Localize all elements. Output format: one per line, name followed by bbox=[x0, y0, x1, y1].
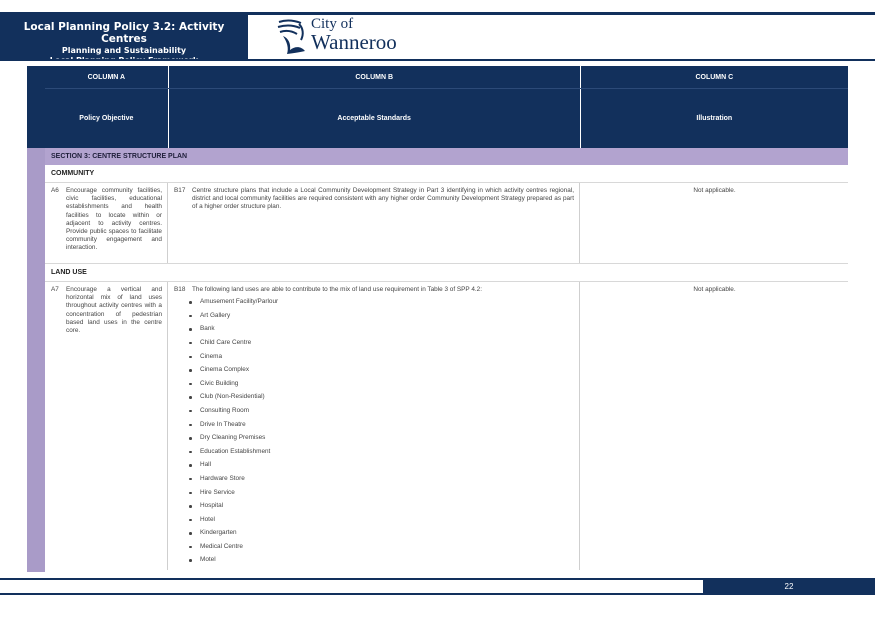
list-item: Medical Centre bbox=[188, 543, 574, 557]
list-item: Art Gallery bbox=[188, 312, 574, 326]
side-strip-header bbox=[27, 66, 45, 148]
list-item: Drive In Theatre bbox=[188, 421, 574, 435]
list-item: Kindergarten bbox=[188, 529, 574, 543]
column-b-header: COLUMN B bbox=[169, 66, 581, 88]
illustration-cell: Not applicable. bbox=[693, 187, 736, 194]
list-item: Hardware Store bbox=[188, 475, 574, 489]
section-title: SECTION 3: CENTRE STRUCTURE PLAN bbox=[45, 148, 848, 165]
standard-number: B18 bbox=[174, 286, 186, 293]
list-item: Dry Cleaning Premises bbox=[188, 434, 574, 448]
objective-cell bbox=[45, 282, 168, 570]
illustration-cell: Not applicable. bbox=[693, 286, 736, 293]
list-item: Amusement Facility/Parlour bbox=[188, 298, 574, 312]
header-bottom-rule bbox=[0, 59, 875, 61]
acceptable-standards-header: Acceptable Standards bbox=[169, 89, 581, 148]
document-department: Planning and Sustainability bbox=[61, 46, 187, 55]
list-item: Civic Building bbox=[188, 380, 574, 394]
header-top-rule bbox=[248, 12, 875, 15]
standard-cell bbox=[168, 282, 580, 570]
list-item: Cinema Complex bbox=[188, 366, 574, 380]
side-strip bbox=[27, 66, 45, 572]
list-item: Cinema bbox=[188, 353, 574, 367]
footer-rule-lower bbox=[0, 593, 703, 595]
policy-objective-header: Policy Objective bbox=[45, 89, 169, 148]
list-item: Bank bbox=[188, 325, 574, 339]
standard-number: B17 bbox=[174, 187, 186, 194]
document-title: Local Planning Policy 3.2: Activity Centres bbox=[23, 21, 225, 45]
column-a-header: COLUMN A bbox=[45, 66, 169, 88]
standard-text: The following land uses are able to contribute to the mix of land use requirement in Table 3 of SPP 4.2: bbox=[192, 286, 483, 293]
list-item: Hall bbox=[188, 461, 574, 475]
city-logo bbox=[275, 16, 435, 56]
policy-table bbox=[45, 66, 848, 570]
list-item: Education Establishment bbox=[188, 448, 574, 462]
table-row bbox=[45, 183, 848, 264]
illustration-header: Illustration bbox=[696, 115, 733, 122]
list-item: Motel bbox=[188, 556, 574, 570]
logo-name-text: Wanneroo bbox=[311, 30, 397, 54]
column-subheader-row bbox=[45, 89, 848, 148]
table-row bbox=[45, 282, 848, 570]
objective-text: Encourage a vertical and horizontal mix of land uses throughout activity centres with a concentration of pedestrian based land uses in the centre core. bbox=[66, 286, 162, 335]
list-item: Child Care Centre bbox=[188, 339, 574, 353]
list-item: Hotel bbox=[188, 516, 574, 530]
objective-number: A6 bbox=[51, 187, 59, 194]
document-title-box bbox=[0, 12, 248, 59]
subheading-community: COMMUNITY bbox=[45, 165, 848, 183]
logo-city-text: City of bbox=[311, 16, 354, 32]
standard-cell bbox=[168, 183, 580, 263]
standard-text: Centre structure plans that include a Local Community Development Strategy in Part 3 identifying in which activity centres regional, district and local community facilities are required consistent with any higher order Community Development Strategy prepared as part of a higher order structure plan. bbox=[192, 187, 574, 211]
list-item: Hire Service bbox=[188, 489, 574, 503]
footer-rule bbox=[0, 578, 703, 580]
column-c-header: COLUMN C bbox=[695, 73, 734, 81]
land-use-list bbox=[188, 298, 574, 570]
list-item: Hospital bbox=[188, 502, 574, 516]
list-item: Club (Non-Residential) bbox=[188, 393, 574, 407]
objective-text: Encourage community facilities, civic facilities, educational establishments and health facilities to locate within or adjacent to activity centres. Provide public spaces to facilitate community engagement and interaction. bbox=[66, 187, 162, 252]
column-header-row bbox=[45, 66, 848, 89]
objective-cell bbox=[45, 183, 168, 263]
subheading-land-use: LAND USE bbox=[45, 264, 848, 282]
objective-number: A7 bbox=[51, 286, 59, 293]
list-item: Consulting Room bbox=[188, 407, 574, 421]
page-number: 22 bbox=[703, 578, 875, 595]
swan-logo-icon bbox=[275, 16, 309, 56]
